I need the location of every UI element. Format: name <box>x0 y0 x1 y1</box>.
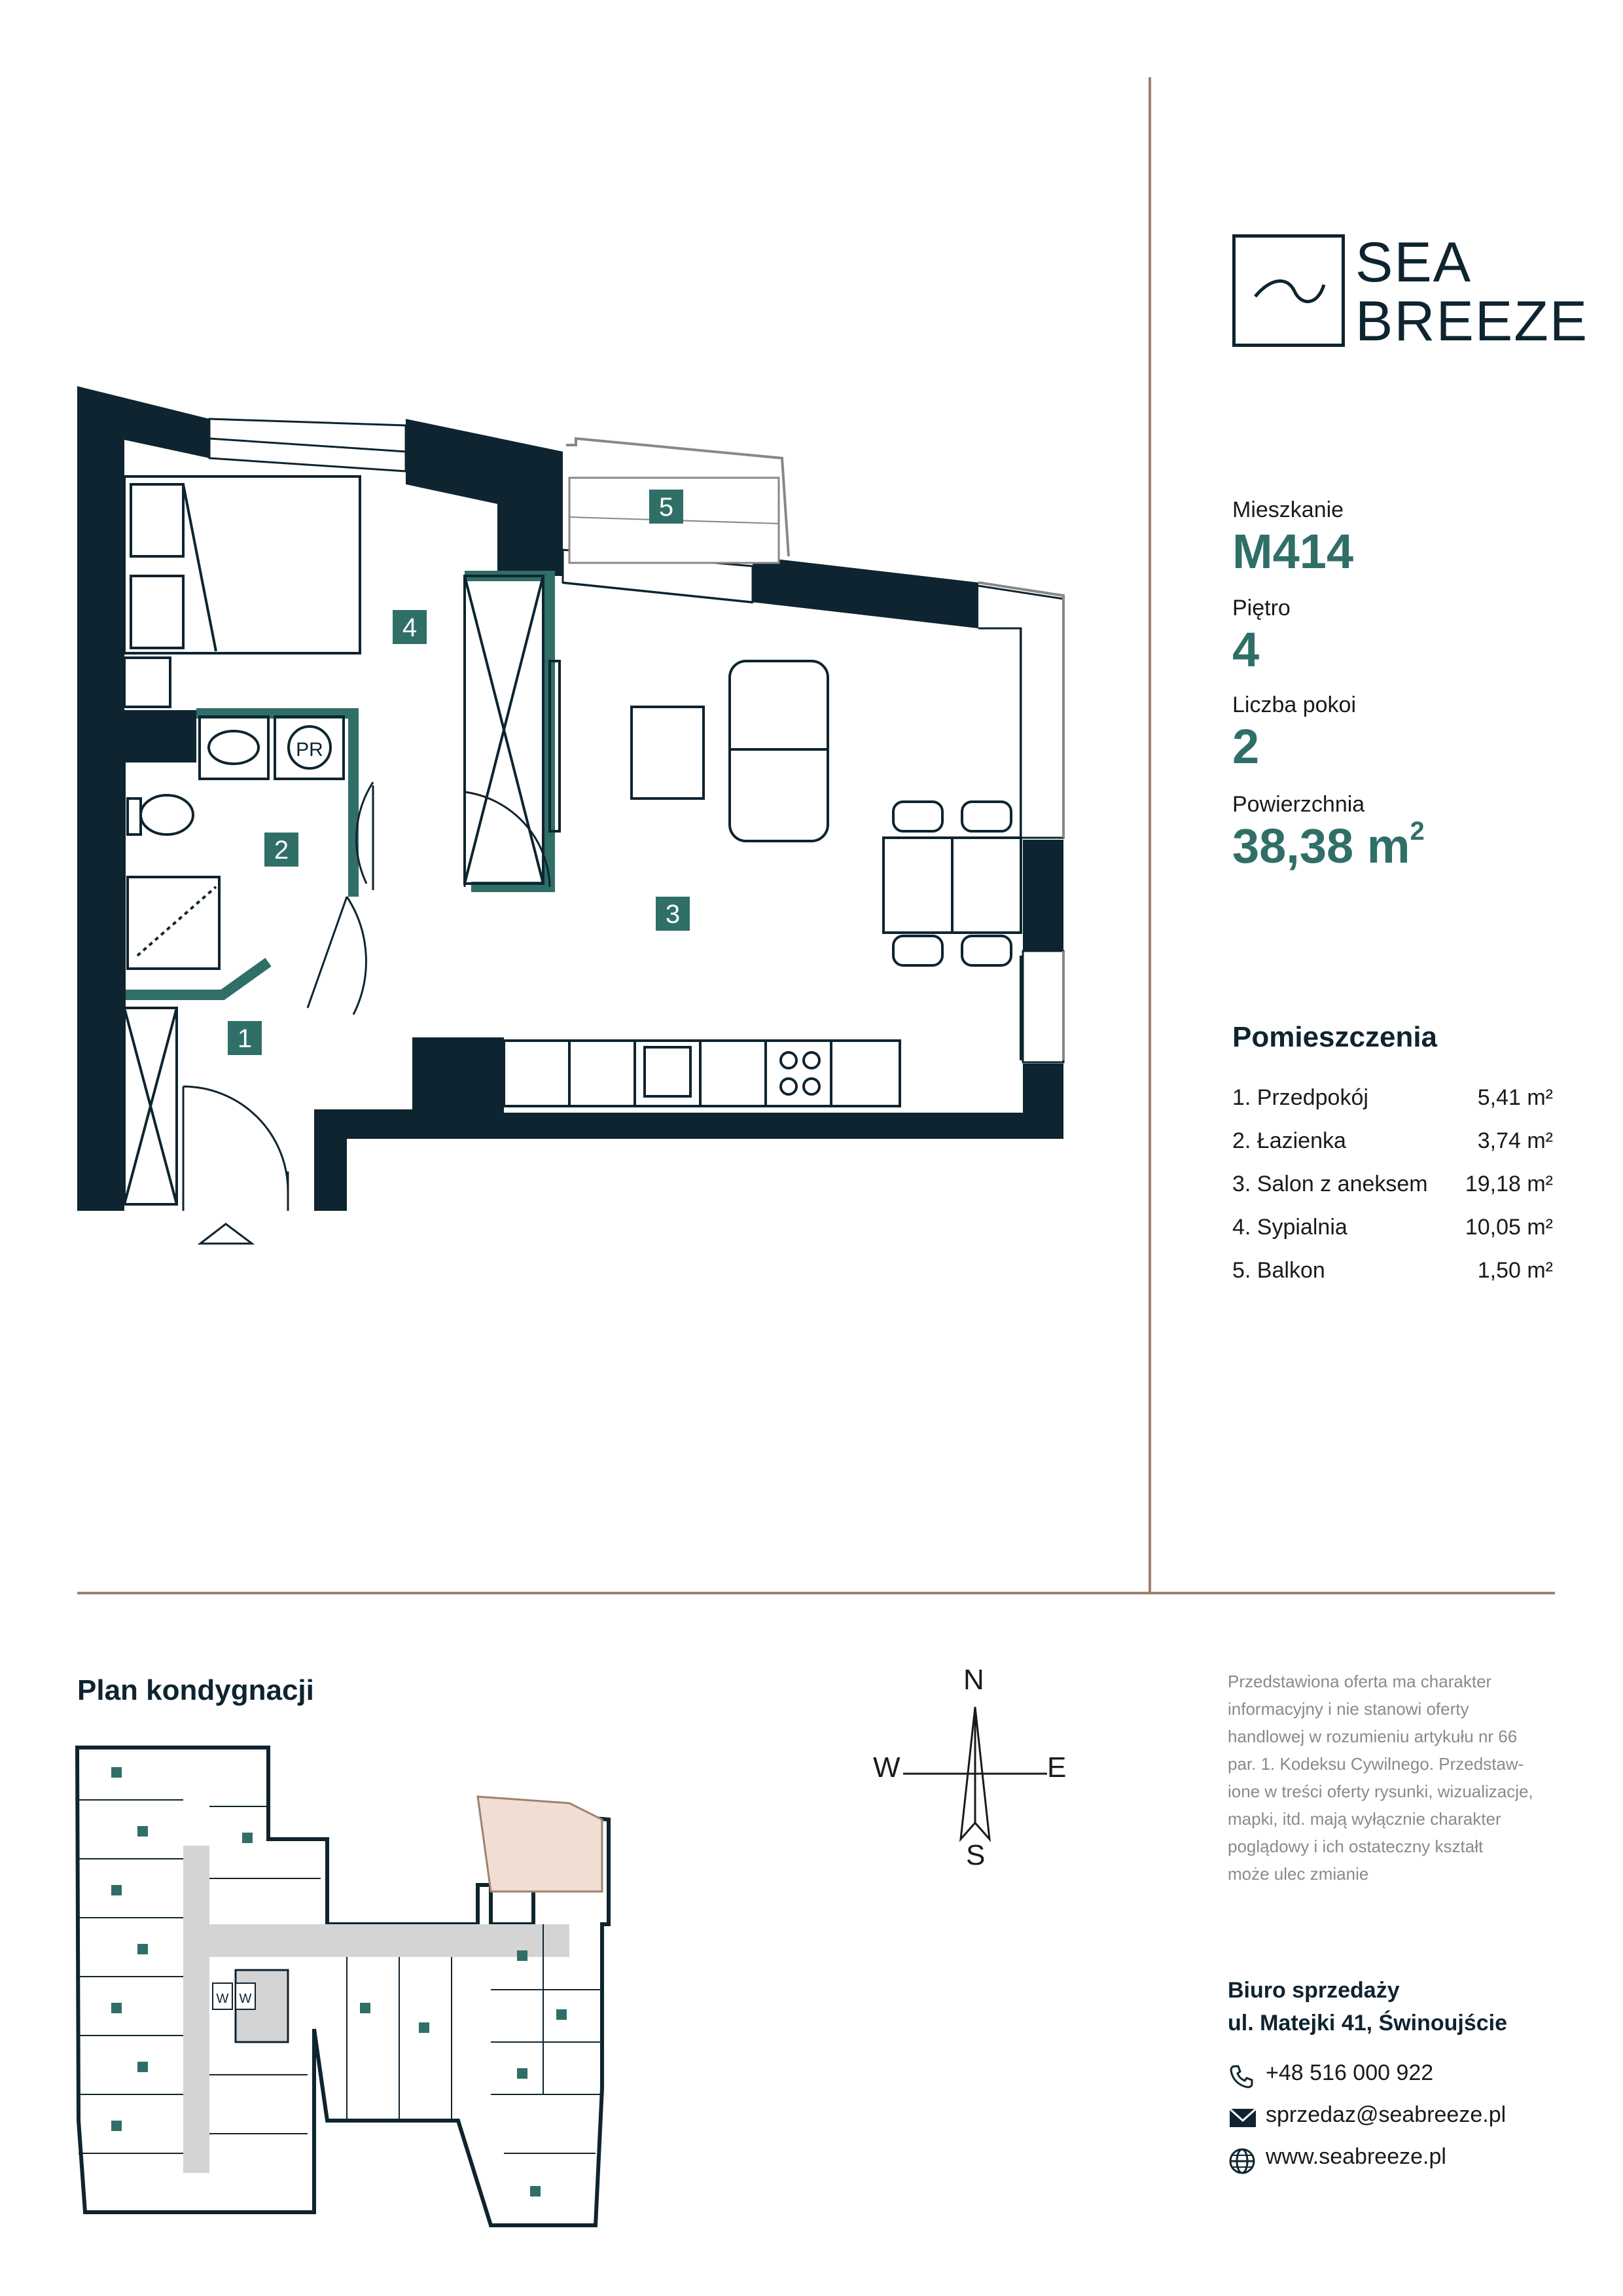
room-name: 3. Salon z aneksem <box>1232 1172 1428 1196</box>
room-name: 4. Sypialnia <box>1232 1215 1347 1240</box>
sea-breeze-logo <box>1232 231 1589 353</box>
disclaimer <box>1228 1668 1561 1888</box>
compass-south: S <box>966 1839 986 1871</box>
rooms-count-value: 2 <box>1232 719 1260 774</box>
website-url[interactable]: www.seabreeze.pl <box>1266 2144 1446 2169</box>
disclaimer-line: handlowej w rozumieniu artykułu nr 66 <box>1228 1727 1518 1746</box>
entrance-marker <box>200 1224 252 1244</box>
room-tag-4: 4 <box>402 613 418 642</box>
room-area: 1,50 m² <box>1477 1258 1553 1283</box>
logo-text-sea: SEA <box>1355 231 1472 294</box>
stair-label-2: W <box>239 1992 252 2006</box>
stair-label-1: W <box>216 1992 229 2006</box>
apartment-label: Mieszkanie <box>1232 497 1344 522</box>
living-furniture <box>632 661 1021 965</box>
compass-east: E <box>1047 1751 1067 1784</box>
bed <box>124 476 360 707</box>
apartment-floorplan <box>0 0 1139 1283</box>
rooms-title: Pomieszczenia <box>1232 1021 1438 1053</box>
highlighted-apartment <box>478 1797 602 1892</box>
area-label: Powierzchnia <box>1232 792 1365 817</box>
compass-west: W <box>873 1751 901 1784</box>
rooms-count-label: Liczba pokoi <box>1232 692 1357 717</box>
room-area: 10,05 m² <box>1465 1215 1553 1240</box>
horizontal-divider <box>77 1592 1555 1594</box>
laundry-label: PR <box>296 739 323 761</box>
disclaimer-line: ione w treści oferty rysunki, wizualizacje, <box>1228 1782 1533 1801</box>
sales-office-title: Biuro sprzedaży <box>1228 1978 1400 2003</box>
floor-value: 4 <box>1232 622 1260 677</box>
phone-icon <box>1228 2063 1255 2090</box>
compass-icon <box>903 1702 1047 1846</box>
building-floor-plan <box>72 1728 622 2238</box>
floor-label: Piętro <box>1232 596 1291 620</box>
envelope-icon <box>1228 2105 1258 2131</box>
room-tag-3: 3 <box>665 900 681 929</box>
logo-frame <box>1232 234 1345 347</box>
room-tag-2: 2 <box>274 836 289 865</box>
phone-number[interactable]: +48 516 000 922 <box>1266 2060 1434 2085</box>
area-number: 38,38 m <box>1232 819 1410 873</box>
disclaimer-line: poglądowy i ich ostateczny kształt <box>1228 1837 1484 1856</box>
room-name: 1. Przedpokój <box>1232 1085 1368 1110</box>
disclaimer-line: może ulec zmianie <box>1228 1864 1369 1884</box>
room-name: 5. Balkon <box>1232 1258 1325 1283</box>
hall-wardrobe <box>124 1008 177 1204</box>
disclaimer-line: par. 1. Kodeksu Cywilnego. Przedstaw- <box>1228 1754 1524 1774</box>
disclaimer-line: Przedstawiona oferta ma charakter <box>1228 1672 1492 1691</box>
room-name: 2. Łazienka <box>1232 1128 1346 1153</box>
vertical-divider <box>1149 77 1151 1594</box>
apartment-id: M414 <box>1232 524 1354 579</box>
area-value <box>1232 818 1425 874</box>
sales-office-address: ul. Matejki 41, Świnoujście <box>1228 2011 1508 2036</box>
room-area: 19,18 m² <box>1465 1172 1553 1196</box>
compass-north: N <box>963 1664 984 1696</box>
email-address[interactable]: sprzedaz@seabreeze.pl <box>1266 2102 1507 2127</box>
floor-plan-title: Plan kondygnacji <box>77 1674 314 1706</box>
disclaimer-line: mapki, itd. mają wyłącznie charakter <box>1228 1809 1501 1829</box>
logo-text-breeze: BREEZE <box>1355 290 1589 353</box>
kitchen <box>504 1041 900 1106</box>
area-superscript: 2 <box>1410 817 1425 846</box>
globe-icon <box>1228 2147 1257 2176</box>
disclaimer-line: informacyjny i nie stanowi oferty <box>1228 1699 1469 1719</box>
room-area: 3,74 m² <box>1477 1128 1553 1153</box>
doors <box>183 782 550 1211</box>
interior-walls <box>124 576 550 995</box>
wave-icon <box>1236 238 1342 344</box>
room-tag-5: 5 <box>658 493 674 522</box>
room-tag-1: 1 <box>237 1024 253 1053</box>
room-area: 5,41 m² <box>1477 1085 1553 1110</box>
